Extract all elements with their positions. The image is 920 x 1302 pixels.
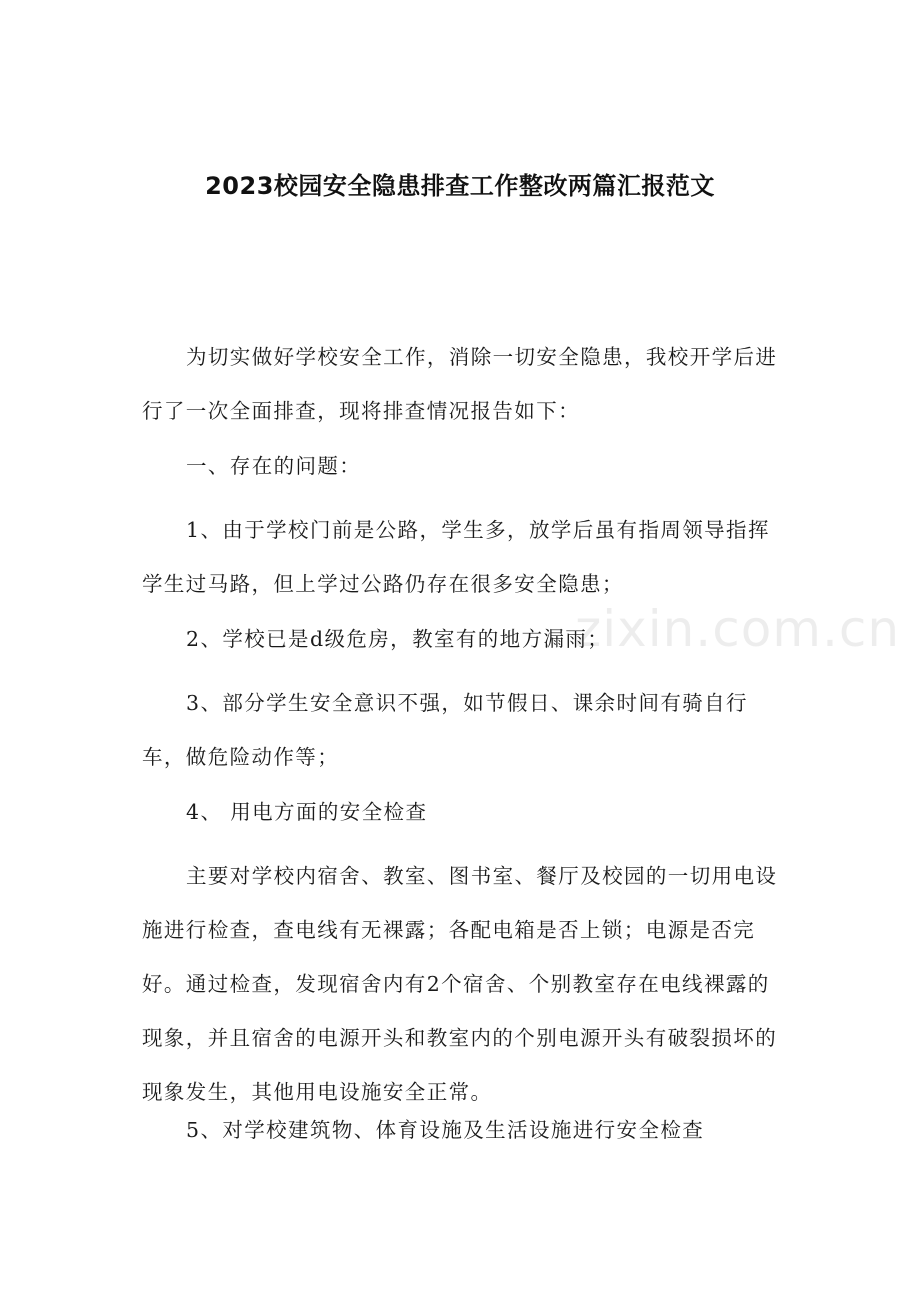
paragraph-item-5: 5、对学校建筑物、体育设施及生活设施进行安全检查 xyxy=(186,1118,705,1142)
paragraph-electrical-check: 主要对学校内宿舍、教室、图书室、餐厅及校园的一切用电设施进行检查，查电线有无裸露；各配电箱是否上锁；电源是否完好。通过检查，发现宿舍内有2个宿舍、个别教室存在电线裸露的现象，并且宿舍的电源开头和教室内的个别电源开头有破裂损坏的现象发生，其他用电设施安全正常。 xyxy=(142,864,778,1104)
paragraph-section-heading: 一、存在的问题： xyxy=(186,454,362,478)
paragraph-item-2: 2、学校已是d级危房，教室有的地方漏雨； xyxy=(186,627,610,651)
document-title: 2023校园安全隐患排查工作整改两篇汇报范文 xyxy=(205,172,715,200)
paragraph-item-3: 3、部分学生安全意识不强，如节假日、课余时间有骑自行车，做危险动作等； xyxy=(142,691,748,769)
paragraph-intro: 为切实做好学校安全工作，消除一切安全隐患，我校开学后进行了一次全面排查，现将排查情况报告如下： xyxy=(142,345,778,423)
paragraph-item-4: 4、 用电方面的安全检查 xyxy=(186,800,428,824)
watermark-text: zixin.com.cn xyxy=(575,600,901,658)
paragraph-item-1: 1、由于学校门前是公路，学生多，放学后虽有指周领导指挥学生过马路，但上学过公路仍存在很多安全隐患； xyxy=(142,518,770,596)
